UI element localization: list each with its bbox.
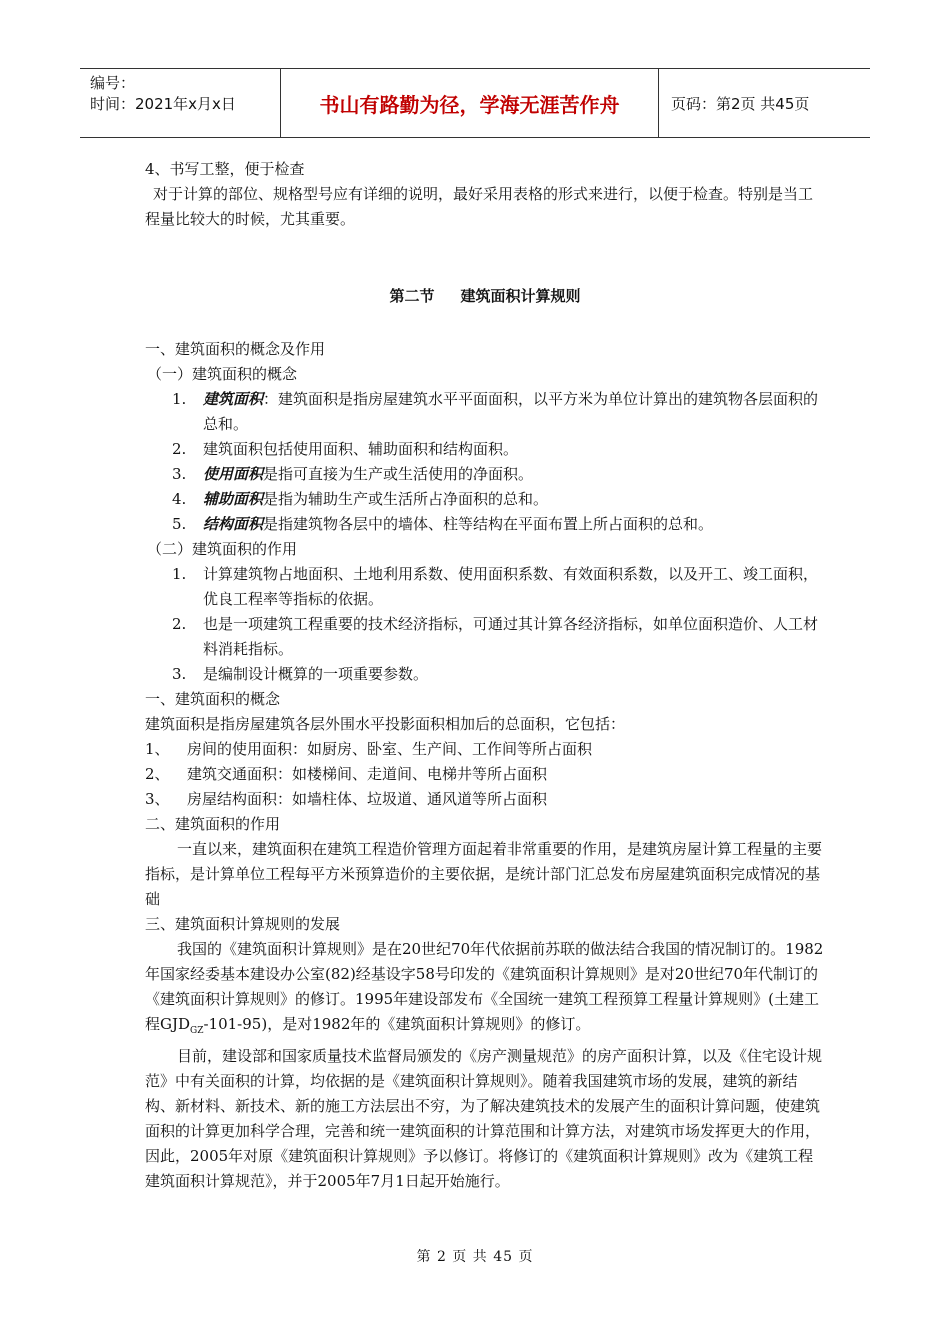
part4-paragraph-2: 目前，建设部和国家质量技术监督局颁发的《房产测量规范》的房产面积计算，以及《住宅设计规范》中有关面积的计算，均依据的是《建筑面积计算规则》。随着我国建筑市场的发展，建筑的新结构、新材料、新技术、新的施工方法层出不穷，为了解决建筑技术的发展产生的面积计算问题，使建筑面积的计算更加科学合理，完善和统一建筑面积的计算范围和计算方法，对建筑市场发挥更大的作用，因此，2005年对原《建筑面积计算规则》予以修订。将修订的《建筑面积计算规则》改为《建筑工程建筑面积计算规范》，并于2005年7月1日起开始施行。 <box>145 1047 823 1190</box>
function-list <box>145 562 825 687</box>
document-body <box>145 157 825 1194</box>
list-item: 1. 建筑面积：建筑面积是指房屋建筑水平平面面积，以平方米为单位计算出的建筑物各层面积的总和。 <box>172 390 819 433</box>
page-footer: 第 2 页 共 45 页 <box>416 1249 534 1265</box>
page-header <box>80 68 870 138</box>
part3-heading: 二、建筑面积的作用 <box>145 815 281 833</box>
list-item: 2. 建筑面积包括使用面积、辅助面积和结构面积。 <box>172 440 519 458</box>
list-item: 2、 建筑交通面积：如楼梯间、走道间、电梯井等所占面积 <box>145 765 548 783</box>
list-item: 4. 辅助面积是指为辅助生产或生活所占净面积的总和。 <box>172 490 549 508</box>
part1-sub1: （一）建筑面积的概念 <box>147 365 298 383</box>
list-item: 1、 房间的使用面积：如厨房、卧室、生产间、工作间等所占面积 <box>145 740 593 758</box>
header-date: 时间：2021年x月x日 <box>90 95 236 113</box>
header-motto: 书山有路勤为径，学海无涯苦作舟 <box>281 69 659 137</box>
list-item: 1. 计算建筑物占地面积、土地利用系数、使用面积系数、有效面积系数，以及开工、竣工面积，优良工程率等指标的依据。 <box>172 565 819 608</box>
part1-heading: 一、建筑面积的概念及作用 <box>145 340 326 358</box>
part2-intro: 建筑面积是指房屋建筑各层外围水平投影面积相加后的总面积，它包括： <box>145 715 626 733</box>
section-name: 建筑面积计算规则 <box>460 287 581 305</box>
part1-sub2: （二）建筑面积的作用 <box>147 540 298 558</box>
intro-paragraph: 对于计算的部位、规格型号应有详细的说明，最好采用表格的形式来进行，以便于检查。特别是当工程量比较大的时候，尤其重要。 <box>145 185 814 228</box>
list-item: 3. 使用面积是指可直接为生产或生活使用的净面积。 <box>172 465 534 483</box>
list-item: 2. 也是一项建筑工程重要的技术经济指标，可通过其计算各经济指标，如单位面积造价、人工材料消耗指标。 <box>172 615 819 658</box>
part4-heading: 三、建筑面积计算规则的发展 <box>145 915 341 933</box>
part3-paragraph: 一直以来，建筑面积在建筑工程造价管理方面起着非常重要的作用，是建筑房屋计算工程量的主要指标，是计算单位工程每平方米预算造价的主要依据，是统计部门汇总发布房屋建筑面积完成情况的基础 <box>145 840 823 908</box>
header-left-cell <box>80 69 281 137</box>
header-code: 编号： <box>90 74 136 92</box>
list-item: 5. 结构面积是指建筑物各层中的墙体、柱等结构在平面布置上所占面积的总和。 <box>172 515 714 533</box>
section-number: 第二节 <box>389 287 435 305</box>
part4-paragraph-1: 我国的《建筑面积计算规则》是在20世纪70年代依据前苏联的做法结合我国的情况制订的。1982年国家经委基本建设办公室(82)经基设字58号印发的《建筑面积计算规则》是对20世纪70年代制订的《建筑面积计算规则》的修订。1995年建设部发布《全国统一建筑工程预算工程量计算规则》(土建工程$GJD_{GZ}-101-95$)，是对1982年的《建筑面积计算规则》的修订。 <box>145 940 824 1036</box>
list-item: 3、 房屋结构面积：如墙柱体、垃圾道、通风道等所占面积 <box>145 790 548 808</box>
list-item: 3. 是编制设计概算的一项重要参数。 <box>172 665 429 683</box>
part2-heading: 一、建筑面积的概念 <box>145 690 281 708</box>
header-page: 页码：第2页 共45页 <box>671 94 810 113</box>
section-title <box>145 284 825 309</box>
intro-heading: 4、书写工整，便于检查 <box>145 160 305 178</box>
concept-list <box>145 387 825 537</box>
